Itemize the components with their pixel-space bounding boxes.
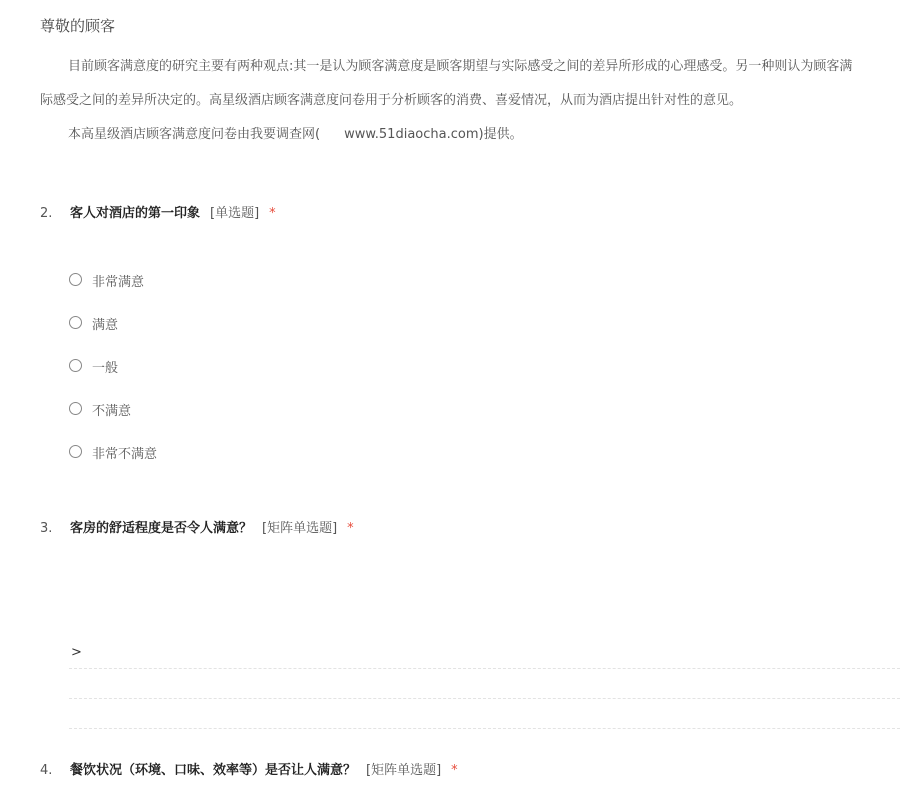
option-label: 非常不满意 — [92, 447, 158, 462]
option-very-satisfied[interactable] — [69, 271, 157, 314]
question-2-options — [69, 271, 157, 486]
question-number: 2. — [40, 206, 53, 221]
question-type-badge: [矩阵单选题] — [366, 763, 442, 778]
option-very-dissatisfied[interactable] — [69, 443, 157, 486]
intro-source-suffix: )提供。 — [478, 127, 523, 142]
question-number: 3. — [40, 521, 53, 536]
intro-paragraph-1: 目前顾客满意度的研究主要有两种观点:其一是认为顾客满意度是顾客期望与实际感受之间的差异所形成的心理感受。另一种则认为顾客满 — [68, 59, 853, 74]
option-neutral[interactable] — [69, 357, 157, 400]
matrix-row — [69, 698, 900, 728]
radio-circle-icon[interactable] — [69, 273, 82, 286]
option-label: 非常满意 — [92, 275, 145, 290]
option-label: 满意 — [92, 318, 119, 333]
question-3-header — [40, 517, 354, 536]
question-2-header — [40, 202, 276, 221]
option-label: 一般 — [92, 361, 119, 376]
greeting-heading: 尊敬的顾客 — [40, 17, 116, 35]
matrix-row — [69, 668, 900, 698]
question-type-badge: [单选题] — [210, 206, 260, 221]
question-type-badge: [矩阵单选题] — [262, 521, 338, 536]
option-dissatisfied[interactable] — [69, 400, 157, 443]
question-3-matrix — [69, 640, 900, 758]
matrix-row-marker: > — [71, 645, 82, 660]
required-mark: * — [451, 763, 458, 778]
question-title: 餐饮状况（环境、口味、效率等）是否让人满意？ — [70, 763, 357, 778]
matrix-row — [69, 728, 900, 758]
radio-circle-icon[interactable] — [69, 359, 82, 372]
question-number: 4. — [40, 763, 53, 778]
required-mark: * — [347, 521, 354, 536]
question-title: 客房的舒适程度是否令人满意？ — [70, 521, 253, 536]
source-site-text: www.51diaocha.com — [344, 127, 479, 142]
intro-paragraph-3 — [40, 118, 900, 152]
intro-paragraph-2: 际感受之间的差异所决定的。高星级酒店顾客满意度问卷用于分析顾客的消费、喜爱情况，从而为酒店提出针对性的意见。 — [40, 93, 743, 108]
intro-source-prefix: 本高星级酒店顾客满意度问卷由我要调查网( — [68, 127, 321, 142]
option-label: 不满意 — [92, 404, 132, 419]
intro-text — [40, 50, 900, 152]
radio-circle-icon[interactable] — [69, 402, 82, 415]
question-title: 客人对酒店的第一印象 — [70, 206, 201, 221]
required-mark: * — [269, 206, 276, 221]
option-satisfied[interactable] — [69, 314, 157, 357]
radio-circle-icon[interactable] — [69, 316, 82, 329]
radio-circle-icon[interactable] — [69, 445, 82, 458]
question-4-header — [40, 759, 458, 778]
